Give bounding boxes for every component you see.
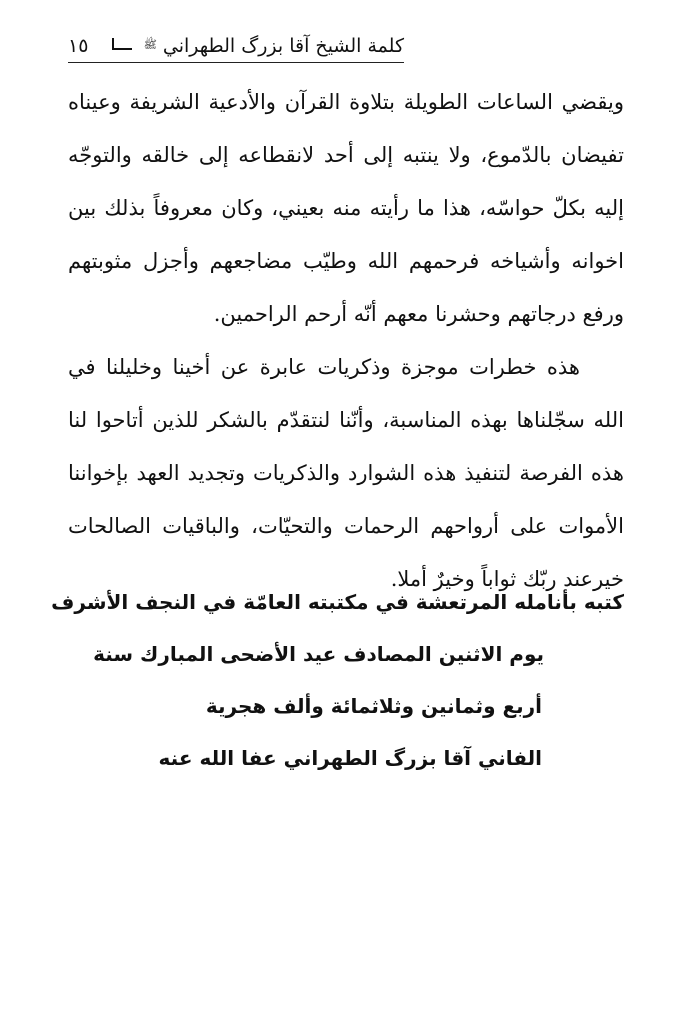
signature-line-1: كتبه بأنامله المرتعشة في مكتبته العامّة في النجف الأشرف (51, 590, 624, 614)
header-ornament-icon (112, 38, 132, 50)
paragraph1-line-1: ويقضي الساعات الطويلة بتلاوة القرآن والأدعية الشريفة وعيناه (68, 90, 624, 114)
paragraph2-line-2: الله سجّلناها بهذه المناسبة، وأنّنا لنتقدّم بالشكر للذين أتاحوا لنا (68, 408, 624, 432)
paragraph1-line-5: ورفع درجاتهم وحشرنا معهم أنّه أرحم الراحمين. (213, 302, 624, 326)
header-title-group (112, 35, 404, 57)
paragraph1-line-4: اخوانه وأشياخه فرحمهم الله وطيّب مضاجعهم وأجزل مثوبتهم (68, 249, 624, 273)
paragraph2-line-5: خيرعند ربّك ثواباً وخيرٌ أملا. (390, 567, 624, 591)
paragraph2-line-3: هذه الفرصة لتنفيذ هذه الشوارد والذكريات وتجديد العهد بإخواننا (68, 461, 624, 485)
page-number: ١٥ (68, 35, 89, 57)
paragraph1-line-2: تفيضان بالدّموع، ولا ينتبه إلى أحد لانقطاعه إلى خالقه والتوجّه (68, 143, 624, 167)
honorific-symbol: ﷺ (143, 38, 157, 51)
paragraph1-line-3: إليه بكلّ حواسّه، هذا ما رأيته منه بعيني، وكان معروفاً بذلك بين (68, 196, 624, 220)
paragraph2-line-1: هذه خطرات موجزة وذكريات عابرة عن أخينا وخليلنا في (68, 355, 580, 379)
running-header (68, 30, 404, 63)
signature-block (51, 576, 624, 784)
body-text (68, 76, 624, 606)
signature-line-4: الفاني آقا بزرگ الطهراني عفا الله عنه (158, 746, 542, 770)
signature-line-2: يوم الاثنين المصادف عيد الأضحى المبارك سنة (93, 642, 544, 666)
signature-line-3: أربع وثمانين وثلاثمائة وألف هجرية (205, 694, 542, 718)
header-title: كلمة الشيخ آقا بزرگ الطهراني (162, 35, 404, 57)
paragraph2-line-4: الأموات على أرواحهم الرحمات والتحيّات، والباقيات الصالحات (68, 514, 624, 538)
